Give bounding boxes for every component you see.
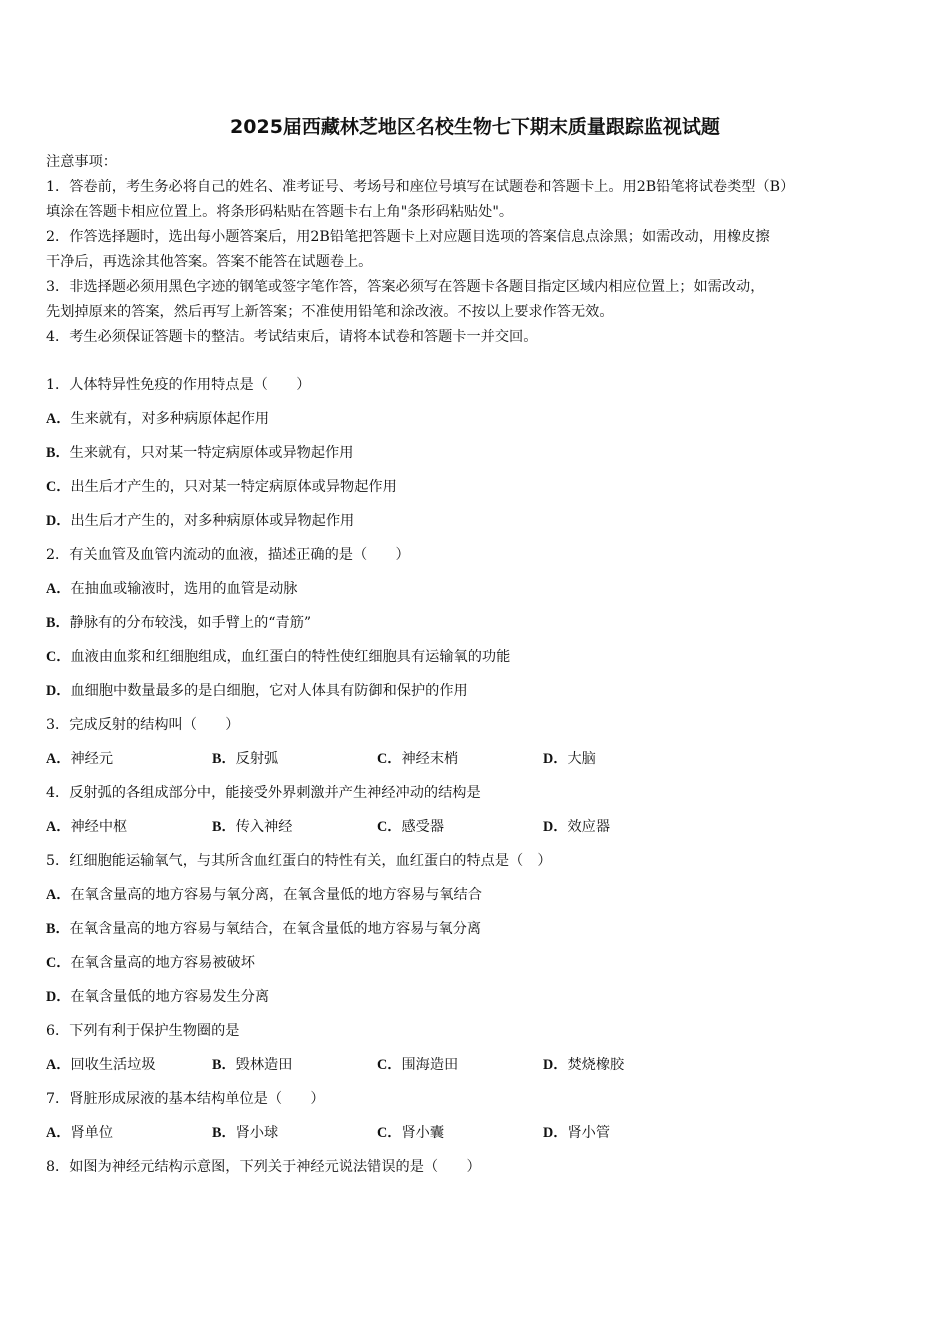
option-row bbox=[46, 1052, 906, 1086]
option-label: B． bbox=[212, 819, 236, 835]
notice-line: 先划掉原来的答案，然后再写上新答案；不准使用铅笔和涂改液。不按以上要求作答无效。 bbox=[46, 304, 614, 320]
option-text: 神经末梢 bbox=[401, 751, 459, 767]
notice-heading: 注意事项： bbox=[46, 154, 117, 170]
notice-line: 干净后，再选涂其他答案。答案不能答在试题卷上。 bbox=[46, 254, 373, 270]
option-text: 回收生活垃圾 bbox=[70, 1057, 156, 1073]
option bbox=[377, 1120, 444, 1146]
option bbox=[212, 1120, 278, 1146]
option-label: A． bbox=[46, 1057, 71, 1073]
option-text: 在氧含量低的地方容易发生分离 bbox=[70, 989, 270, 1005]
option-text: 在氧含量高的地方容易与氧结合，在氧含量低的地方容易与氧分离 bbox=[69, 921, 482, 937]
option bbox=[377, 746, 458, 772]
option bbox=[46, 406, 906, 440]
option-label: A． bbox=[46, 581, 71, 597]
option bbox=[46, 474, 906, 508]
option-row bbox=[46, 1120, 906, 1154]
option-label: A． bbox=[46, 887, 71, 903]
option-text: 大脑 bbox=[567, 751, 596, 767]
option bbox=[46, 508, 906, 542]
option-label: D． bbox=[543, 1125, 568, 1141]
option bbox=[46, 440, 906, 474]
option-label: D． bbox=[543, 819, 568, 835]
option bbox=[377, 1052, 458, 1078]
option-label: D． bbox=[543, 751, 568, 767]
option bbox=[46, 814, 127, 840]
notice-line: 4．考生必须保证答题卡的整洁。考试结束后，请将本试卷和答题卡一并交回。 bbox=[46, 329, 538, 345]
option-label: D． bbox=[46, 513, 71, 529]
option-label: C． bbox=[377, 751, 402, 767]
option-text: 肾单位 bbox=[70, 1125, 114, 1141]
option-label: C． bbox=[46, 955, 71, 971]
option-row bbox=[46, 814, 906, 848]
option-row bbox=[46, 746, 906, 780]
option-text: 传入神经 bbox=[235, 819, 293, 835]
option-label: B． bbox=[46, 615, 70, 631]
option bbox=[46, 746, 113, 772]
option-text: 生来就有，只对某一特定病原体或异物起作用 bbox=[69, 445, 354, 461]
option-text: 在氧含量高的地方容易被破坏 bbox=[70, 955, 255, 971]
option-label: B． bbox=[212, 1125, 236, 1141]
option bbox=[543, 1120, 610, 1146]
notice-line: 填涂在答题卡相应位置上。将条形码粘贴在答题卡右上角"条形码粘贴处"。 bbox=[46, 204, 514, 220]
option bbox=[543, 1052, 624, 1078]
option-label: C． bbox=[377, 1057, 402, 1073]
option-text: 肾小球 bbox=[235, 1125, 279, 1141]
option-label: A． bbox=[46, 411, 71, 427]
option bbox=[543, 814, 610, 840]
question-stem: 2．有关血管及血管内流动的血液，描述正确的是（ ） bbox=[46, 547, 410, 563]
option bbox=[46, 644, 906, 678]
option-text: 围海造田 bbox=[401, 1057, 459, 1073]
option-label: D． bbox=[543, 1057, 568, 1073]
option-text: 肾小管 bbox=[567, 1125, 611, 1141]
option-label: B． bbox=[46, 445, 70, 461]
option bbox=[212, 814, 292, 840]
option-text: 在氧含量高的地方容易与氧分离，在氧含量低的地方容易与氧结合 bbox=[70, 887, 482, 903]
option-label: B． bbox=[212, 751, 236, 767]
option-label: C． bbox=[377, 1125, 402, 1141]
option bbox=[46, 576, 906, 610]
option-text: 肾小囊 bbox=[401, 1125, 445, 1141]
option-text: 在抽血或输液时，选用的血管是动脉 bbox=[70, 581, 298, 597]
option bbox=[46, 984, 906, 1018]
option-label: B． bbox=[46, 921, 70, 937]
question-stem: 6．下列有利于保护生物圈的是 bbox=[46, 1023, 240, 1039]
option bbox=[46, 1120, 113, 1146]
option-label: B． bbox=[212, 1057, 236, 1073]
page-title: 2025届西藏林芝地区名校生物七下期末质量跟踪监视试题 bbox=[230, 116, 720, 138]
notice-line: 2．作答选择题时，选出每小题答案后，用2B铅笔把答题卡上对应题目选项的答案信息点涂黑；如需改动，用橡皮擦 bbox=[46, 229, 770, 245]
option-text: 出生后才产生的，只对某一特定病原体或异物起作用 bbox=[70, 479, 397, 495]
option bbox=[212, 746, 278, 772]
option-label: C． bbox=[46, 479, 71, 495]
option-text: 血液由血浆和红细胞组成，血红蛋白的特性使红细胞具有运输氧的功能 bbox=[70, 649, 511, 665]
option-label: D． bbox=[46, 683, 71, 699]
option-text: 神经元 bbox=[70, 751, 114, 767]
notice-section bbox=[46, 150, 906, 350]
option-text: 静脉有的分布较浅，如手臂上的“青筋” bbox=[69, 615, 312, 631]
question-stem: 3．完成反射的结构叫（ ） bbox=[46, 717, 240, 733]
option bbox=[377, 814, 444, 840]
option-label: A． bbox=[46, 819, 71, 835]
option bbox=[46, 610, 906, 644]
option-text: 血细胞中数量最多的是白细胞，它对人体具有防御和保护的作用 bbox=[70, 683, 468, 699]
option-text: 毁林造田 bbox=[235, 1057, 293, 1073]
option-text: 反射弧 bbox=[235, 751, 279, 767]
option bbox=[543, 746, 596, 772]
question-stem: 1．人体特异性免疫的作用特点是（ ） bbox=[46, 377, 311, 393]
option-label: A． bbox=[46, 751, 71, 767]
question-stem: 7．肾脏形成尿液的基本结构单位是（ ） bbox=[46, 1091, 325, 1107]
option-text: 出生后才产生的，对多种病原体或异物起作用 bbox=[70, 513, 355, 529]
option-label: D． bbox=[46, 989, 71, 1005]
option bbox=[46, 882, 906, 916]
option-text: 神经中枢 bbox=[70, 819, 128, 835]
question-stem: 8．如图为神经元结构示意图，下列关于神经元说法错误的是（ ） bbox=[46, 1159, 481, 1175]
question-stem: 4．反射弧的各组成部分中，能接受外界刺激并产生神经冲动的结构是 bbox=[46, 785, 481, 801]
option-text: 感受器 bbox=[401, 819, 445, 835]
question-list bbox=[46, 372, 906, 1188]
option-label: A． bbox=[46, 1125, 71, 1141]
option bbox=[46, 916, 906, 950]
option bbox=[46, 678, 906, 712]
option bbox=[46, 950, 906, 984]
option-label: C． bbox=[377, 819, 402, 835]
option bbox=[46, 1052, 156, 1078]
option-text: 生来就有，对多种病原体起作用 bbox=[70, 411, 270, 427]
option bbox=[212, 1052, 292, 1078]
option-label: C． bbox=[46, 649, 71, 665]
option-text: 焚烧橡胶 bbox=[567, 1057, 625, 1073]
option-text: 效应器 bbox=[567, 819, 611, 835]
notice-line: 1．答卷前，考生务必将自己的姓名、准考证号、考场号和座位号填写在试题卷和答题卡上。用2B铅笔将试卷类型（B） bbox=[46, 179, 795, 195]
question-stem: 5．红细胞能运输氧气，与其所含血红蛋白的特性有关，血红蛋白的特点是（ ） bbox=[46, 853, 552, 869]
notice-line: 3．非选择题必须用黑色字迹的钢笔或签字笔作答，答案必须写在答题卡各题目指定区域内相应位置上；如需改动， bbox=[46, 279, 765, 295]
